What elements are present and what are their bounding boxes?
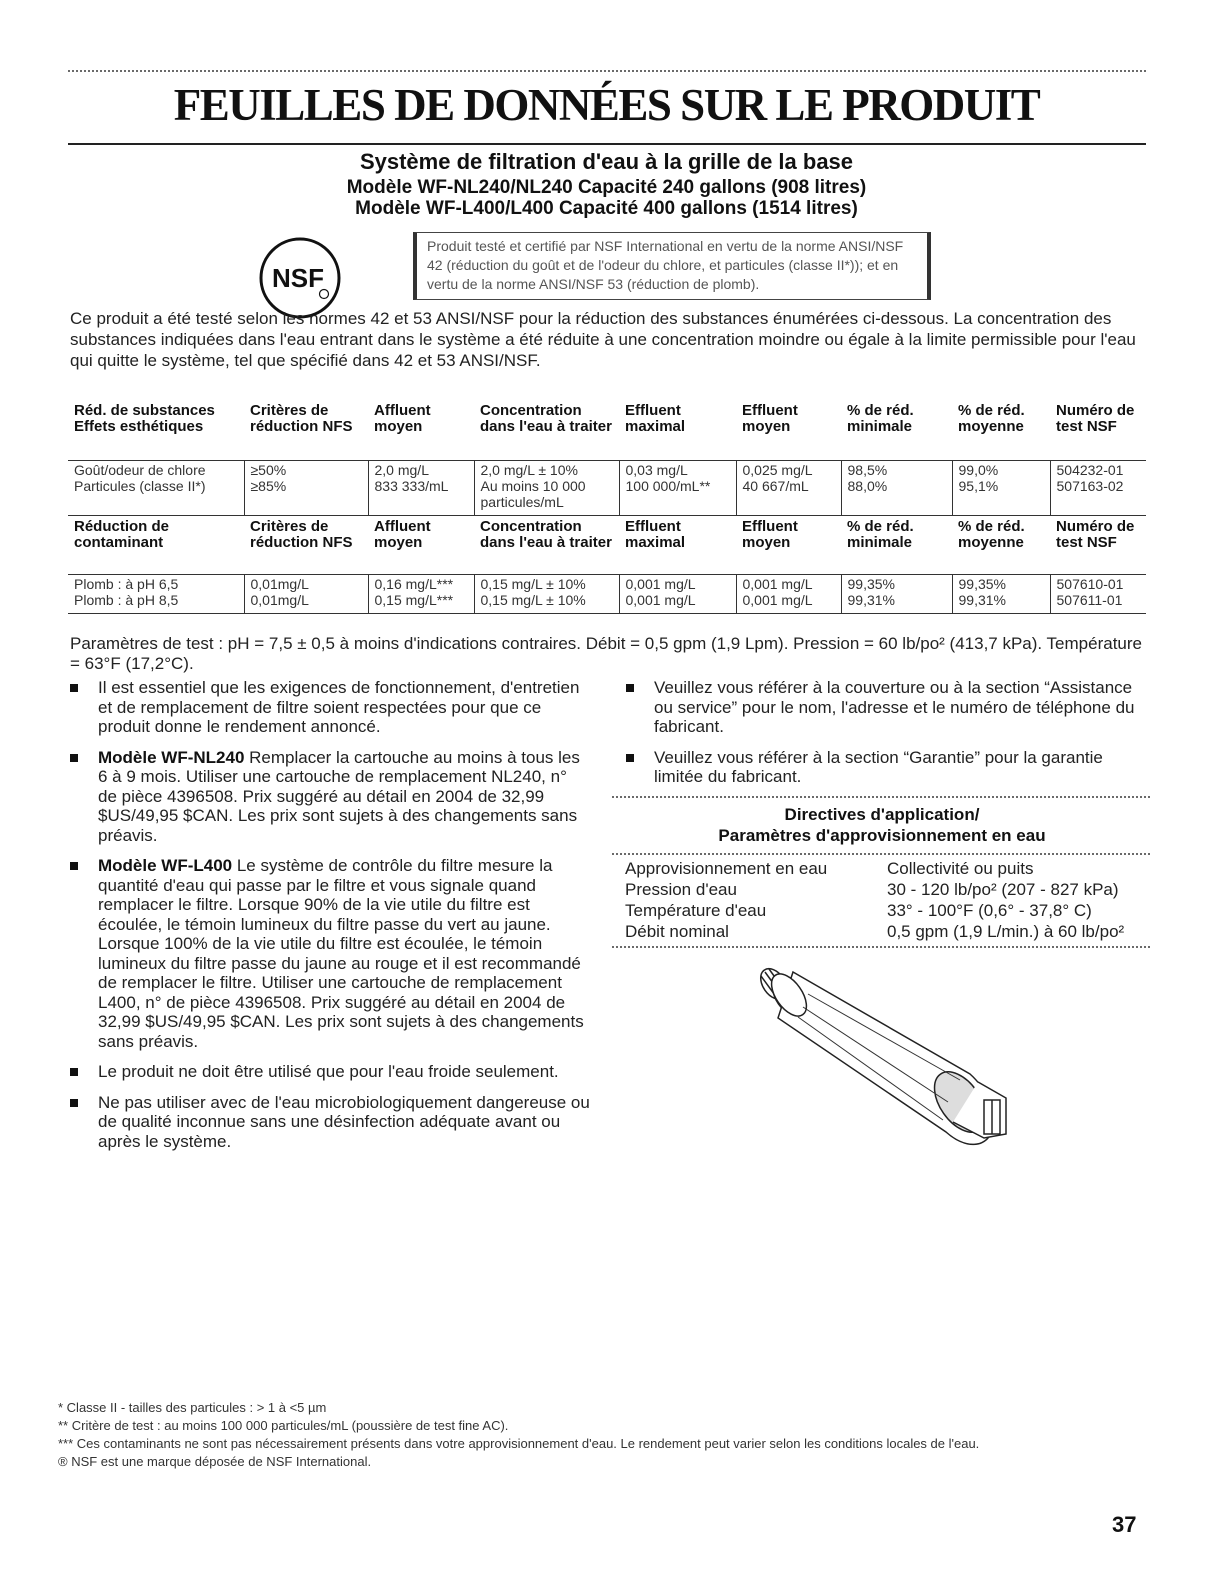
- header-cell: Effluent moyen: [742, 402, 798, 435]
- model-line-l400: Modèle WF-L400/L400 Capacité 400 gallons (1514 litres): [355, 198, 858, 219]
- application-title-line2: Paramètres d'approvisionnement en eau: [718, 826, 1046, 845]
- parameter-row: [625, 879, 1155, 900]
- footnote: * Classe II - tailles des particules : > 1 à <5 µm: [58, 1400, 327, 1415]
- application-heading: [612, 804, 1152, 846]
- application-title-line1: Directives d'application/: [784, 805, 980, 824]
- certification-text: Produit testé et certifié par NSF International en vertu de la norme ANSI/NSF 42 (réduction du goût et de l'odeur du chlore, et particules (classe II*)); et en vertu de la norme ANSI/NSF 53 (réduction de plomb).: [427, 238, 904, 292]
- parameter-value: Collectivité ou puits: [887, 859, 1034, 878]
- table-cell: 0,01mg/L 0,01mg/L: [244, 575, 368, 614]
- table-cell: 0,001 mg/L 0,001 mg/L: [619, 575, 736, 614]
- list-item: Ne pas utiliser avec de l'eau microbiologiquement dangereuse ou de qualité inconnue sans une désinfection adéquate avant ou après le système.: [70, 1093, 590, 1152]
- bullet-square-icon: [70, 1099, 78, 1107]
- list-item: Le produit ne doit être utilisé que pour l'eau froide seulement.: [70, 1062, 590, 1082]
- header-cell: Réduction de contaminant: [68, 516, 244, 575]
- header-cell: Effluent maximal: [619, 516, 736, 575]
- parameter-row: [625, 858, 1155, 879]
- footnote: ** Critère de test : au moins 100 000 particules/mL (poussière de test fine AC).: [58, 1418, 509, 1433]
- parameter-label: Température d'eau: [625, 901, 767, 920]
- application-mid-rule: [612, 853, 1150, 855]
- model-label: Modèle WF-NL240: [98, 747, 245, 767]
- table-cell: 99,35% 99,31%: [841, 575, 952, 614]
- table-cell: 507610-01 507611-01: [1050, 575, 1146, 614]
- table-cell: 2,0 mg/L 833 333/mL: [368, 461, 474, 516]
- header-cell: % de réd. moyenne: [958, 402, 1025, 435]
- header-cell: % de réd. moyenne: [952, 516, 1050, 575]
- parameter-label: Approvisionnement en eau: [625, 859, 828, 878]
- header-cell: Effluent maximal: [625, 402, 686, 435]
- header-cell: Numéro de test NSF: [1056, 402, 1135, 435]
- table-cell: Goût/odeur de chlore Particules (classe II*): [68, 461, 244, 516]
- table-header-contaminant: [68, 516, 1146, 575]
- footnotes: [58, 1400, 1158, 1472]
- model-label: Modèle WF-L400: [98, 856, 233, 875]
- header-cell: % de réd. minimale: [841, 516, 952, 575]
- header-cell: Critères de réduction NFS: [244, 516, 368, 575]
- footnote: *** Ces contaminants ne sont pas nécessairement présents dans votre approvisionnement d'eau. Le rendement peut varier selon les conditions locales de l'eau.: [58, 1436, 980, 1451]
- performance-table: [68, 403, 1146, 614]
- nsf-logo-text: NSF: [272, 263, 324, 293]
- bullet-square-icon: [626, 684, 634, 692]
- table-cell: 0,15 mg/L ± 10% 0,15 mg/L ± 10%: [474, 575, 619, 614]
- application-top-rule: [612, 796, 1150, 798]
- table-cell: 0,025 mg/L 40 667/mL: [736, 461, 841, 516]
- header-cell: Concentration dans l'eau à traiter: [480, 402, 612, 435]
- parameter-row: [625, 921, 1155, 942]
- parameter-label: Débit nominal: [625, 922, 729, 941]
- header-cell: Réd. de substances Effets esthétiques: [74, 402, 215, 435]
- section-subtitle: Système de filtration d'eau à la grille de la base: [359, 149, 854, 174]
- header-cell: Affluent moyen: [374, 402, 431, 435]
- list-item: Modèle WF-NL240 Remplacer la cartouche au moins à tous les 6 à 9 mois. Utiliser une cartouche de remplacement NL240, n° de pièce 4396508. Prix suggéré au détail en 2004 de 32,99 $US/49,95 $CAN. Les prix sont sujets à des changements sans préavis.: [70, 748, 590, 846]
- test-parameters: Paramètres de test : pH = 7,5 ± 0,5 à moins d'indications contraires. Débit = 0,5 gpm (1,9 Lpm). Pression = 60 lb/po² (413,7 kPa). Température = 63°F (17,2°C).: [70, 634, 1142, 673]
- table-row: [68, 575, 1146, 614]
- table-cell: 99,0% 95,1%: [952, 461, 1050, 516]
- table-cell: 504232-01 507163-02: [1050, 461, 1146, 516]
- table-cell: 0,03 mg/L 100 000/mL**: [619, 461, 736, 516]
- bullet-square-icon: [626, 754, 634, 762]
- application-parameters: [625, 858, 1155, 942]
- table-header-aesthetic: [68, 403, 1146, 461]
- intro-paragraph: Ce produit a été testé selon les normes 42 et 53 ANSI/NSF pour la réduction des substances énumérées ci-dessous. La concentration des substances indiquées dans l'eau entrant dans le système a été réduite à une concentration moindre ou égale à la limite permissible pour l'eau qui quitte le système, tel que spécifié dans 42 et 53 ANSI/NSF.: [70, 309, 1136, 370]
- table-cell: ≥50% ≥85%: [244, 461, 368, 516]
- certification-box: [413, 232, 931, 300]
- table-cell: Plomb : à pH 6,5 Plomb : à pH 8,5: [68, 575, 244, 614]
- table-cell: 99,35% 99,31%: [952, 575, 1050, 614]
- header-cell: Critères de réduction NFS: [250, 402, 353, 435]
- bullet-square-icon: [70, 862, 78, 870]
- model-line-nl240: Modèle WF-NL240/NL240 Capacité 240 gallons (908 litres): [346, 177, 867, 198]
- parameter-value: 0,5 gpm (1,9 L/min.) à 60 lb/po²: [887, 922, 1125, 941]
- filter-cartridge-illustration: [748, 962, 1018, 1152]
- bullet-square-icon: [70, 1068, 78, 1076]
- header-cell: % de réd. minimale: [847, 402, 914, 435]
- top-dotted-rule: [68, 70, 1146, 72]
- table-cell: 0,001 mg/L 0,001 mg/L: [736, 575, 841, 614]
- header-cell: Effluent moyen: [736, 516, 841, 575]
- filter-cartridge-icon: [748, 962, 1018, 1152]
- bullet-square-icon: [70, 754, 78, 762]
- application-bottom-rule: [612, 946, 1150, 948]
- parameter-value: 30 - 120 lb/po² (207 - 827 kPa): [887, 880, 1119, 899]
- list-item: Modèle WF-L400 Le système de contrôle du filtre mesure la quantité d'eau qui passe par le filtre et vous signale quand remplacer le filtre. Lorsque 90% de la vie utile du filtre est écoulée, le témoin lumineux du filtre passe du vert au jaune. Lorsque 100% de la vie utile du filtre est écoulée, le témoin lumineux du filtre passe du jaune au rouge et il est recommandé de remplacer le filtre. Utiliser une cartouche de remplacement L400, n° de pièce 4396508. Prix suggéré au détail en 2004 de 32,99 $US/49,95 $CAN. Les prix sont sujets à des changements sans préavis.: [70, 856, 590, 1051]
- table-cell: 98,5% 88,0%: [841, 461, 952, 516]
- list-item: Veuillez vous référer à la section “Garantie” pour la garantie limitée du fabricant.: [626, 748, 1151, 787]
- footnote: ® NSF est une marque déposée de NSF International.: [58, 1454, 372, 1469]
- bullet-square-icon: [70, 684, 78, 692]
- header-cell: Numéro de test NSF: [1050, 516, 1146, 575]
- page-title: FEUILLES DE DONNÉES SUR LE PRODUIT: [173, 80, 1040, 130]
- list-item: Il est essentiel que les exigences de fonctionnement, d'entretien et de remplacement de filtre soient respectées pour que ce produit donne le rendement annoncé.: [70, 678, 590, 737]
- header-cell: Concentration dans l'eau à traiter: [474, 516, 619, 575]
- page-number: 37: [1112, 1512, 1137, 1537]
- bullet-list-right: [626, 678, 1151, 798]
- table-cell: 2,0 mg/L ± 10% Au moins 10 000 particules/mL: [474, 461, 619, 516]
- parameter-label: Pression d'eau: [625, 880, 737, 899]
- header-cell: Affluent moyen: [368, 516, 474, 575]
- parameter-value: 33° - 100°F (0,6° - 37,8° C): [887, 901, 1092, 920]
- table-row: [68, 461, 1146, 516]
- bullet-list-left: [70, 678, 590, 1162]
- title-divider: [68, 143, 1146, 145]
- table-cell: 0,16 mg/L*** 0,15 mg/L***: [368, 575, 474, 614]
- parameter-row: [625, 900, 1155, 921]
- list-item: Veuillez vous référer à la couverture ou à la section “Assistance ou service” pour le nom, l'adresse et le numéro de téléphone du fabricant.: [626, 678, 1151, 737]
